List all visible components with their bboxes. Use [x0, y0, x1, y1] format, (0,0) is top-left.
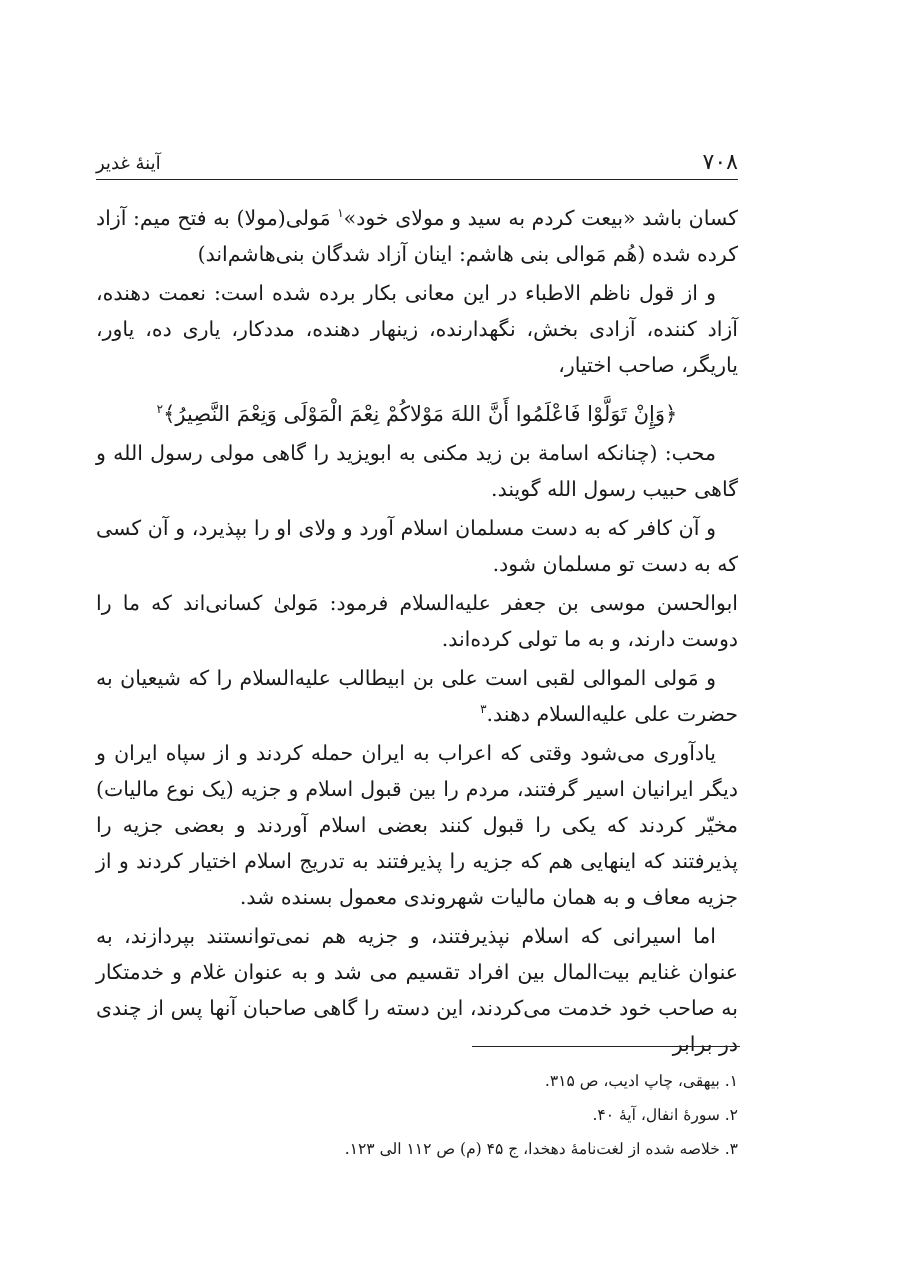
page-header	[96, 143, 738, 180]
footnote-ref-3: ۳	[480, 702, 487, 717]
footnote-ref-2: ۲	[156, 402, 164, 416]
page-number: ۷۰۸	[702, 150, 738, 175]
footnote-separator	[472, 1046, 740, 1047]
footnote-ref-1: ۱	[337, 206, 344, 221]
paragraph-1-continuation: مَولی(مولا) به فتح میم: آزاد کرده شده (هُم مَوالی بنی هاشم: اینان آزاد شدگان بنی‌هاشم‌اند)	[96, 206, 738, 266]
footnotes	[96, 1064, 738, 1166]
paragraph-1-text: کسان باشد «بیعت کردم به سید و مولای خود»	[343, 206, 738, 230]
paragraph-8: اما اسیرانی که اسلام نپذیرفتند، و جزیه هم نمی‌توانستند بپردازند، به عنوان غنایم بیت‌المال بین افراد تقسیم می شد و به عنوان غلام و خدمتکار به صاحب خود خدمت می‌کردند، این دسته را گاهی صاحبان آنها پس از چندی در برابر	[96, 924, 738, 1056]
main-text	[96, 200, 738, 1065]
quran-verse	[96, 393, 738, 435]
quran-verse-text: ﴿وَإِنْ تَوَلَّوْا فَاعْلَمُوا أَنَّ اللهَ مَوْلاكُمْ نِعْمَ الْمَوْلَى وَنِعْمَ النَّصِيرُ﴾	[163, 402, 678, 426]
paragraph-6-text: و مَولی الموالی لقبی است علی بن ابیطالب علیه‌السلام را که شیعیان به حضرت علی علیه‌السلام دهند.	[96, 666, 738, 726]
footnote-2: ۲. سورهٔ انفال، آیهٔ ۴۰.	[592, 1106, 738, 1124]
paragraph-4: و آن کافر که به دست مسلمان اسلام آورد و ولای او را بپذیرد، و آن کسی که به دست تو مسلمان شود.	[96, 516, 738, 576]
paragraph-5: ابوالحسن موسی بن جعفر علیه‌السلام فرمود: مَولیٰ کسانی‌اند که ما را دوست دارند، و به ما تولی کرده‌اند.	[96, 591, 738, 651]
running-title: آینهٔ غدیر	[96, 153, 161, 174]
footnote-1: ۱. بیهقی، چاپ ادیب، ص ۳۱۵.	[544, 1072, 738, 1090]
paragraph-7: یادآوری می‌شود وقتی که اعراب به ایران حمله کردند و از سپاه ایران و دیگر ایرانیان اسیر گرفتند، مردم را بین قبول اسلام و جزیه (یک نوع مالیات) مخیّر کردند که یکی را قبول کنند بعضی اسلام آوردند و بعضی جزیه را پذیرفتند که اینهایی هم که جزیه را پذیرفتند به تدریج اسلام اختیار کردند و از جزیه معاف و به همان مالیات شهروندی معمول بسنده شد.	[96, 741, 738, 909]
footnote-3: ۳. خلاصه شده از لغت‌نامهٔ دهخدا، ج ۴۵ (م) ص ۱۱۲ الی ۱۲۳.	[344, 1140, 738, 1158]
paragraph-3: محب: (چنانکه اسامة بن زید مکنی به ابویزید را گاهی مولی رسول الله و گاهی حبیب رسول الله گویند.	[96, 441, 738, 501]
paragraph-6	[96, 660, 738, 732]
paragraph-1	[96, 200, 738, 272]
paragraph-2: و از قول ناظم الاطباء در این معانی بکار برده شده است: نعمت دهنده، آزاد کننده، آزادی بخش، نگهدارنده، زینهار دهنده، مددکار، یاری ده، یاور، یاریگر، صاحب اختیار،	[96, 281, 738, 377]
